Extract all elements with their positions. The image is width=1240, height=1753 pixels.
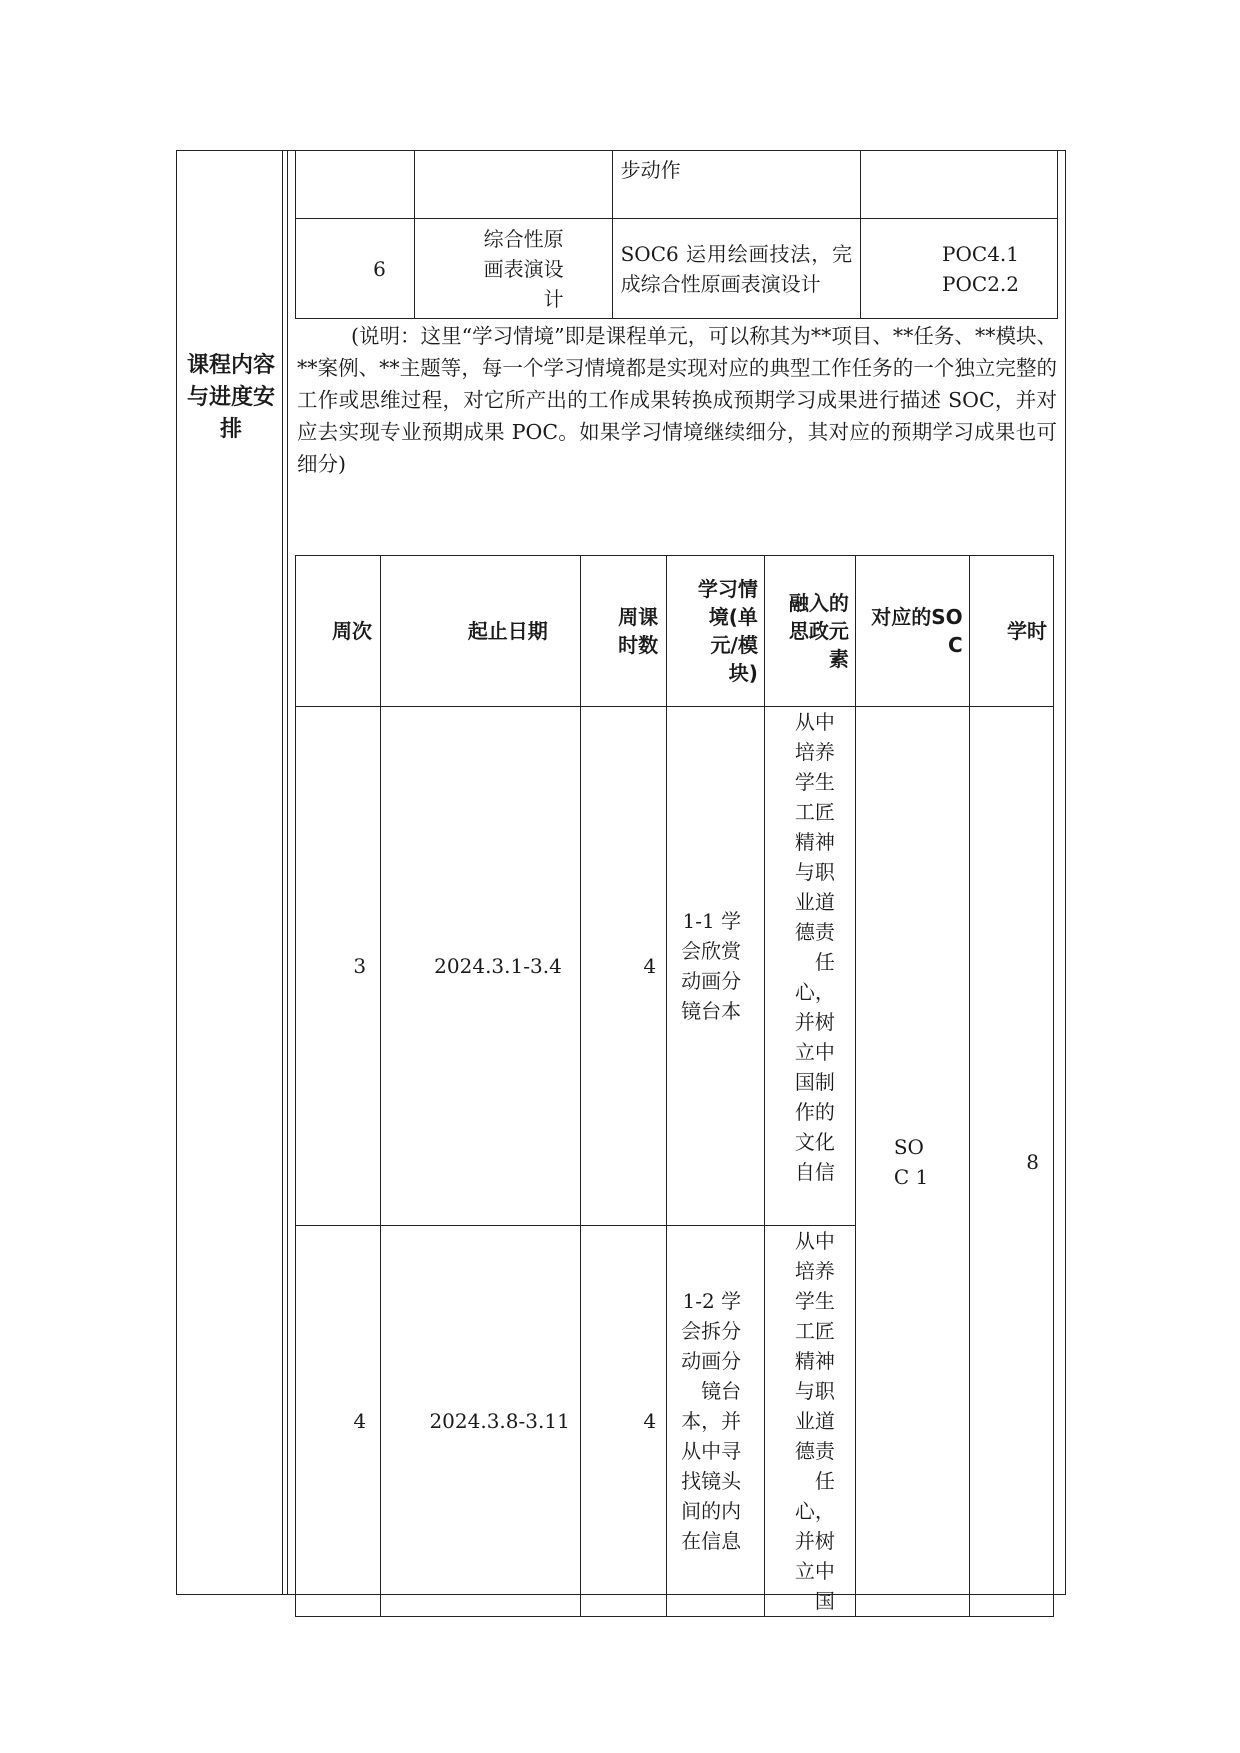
weekly-hours-cell: 4 (580, 707, 666, 1226)
note-text: (说明：这里“学习情境”即是课程单元，可以称其为**项目、**任务、**模块、**案例、**主题等，每一个学习情境都是实现对应的典型工作任务的一个独立完整的工作或思维过程，对它所产出的工作成果转换成预期学习成果进行描述 SOC，并对应去实现专业预期成果 POC。如果学习情境继续细分，其对应的预期学习成果也可细分) (297, 324, 1057, 476)
header-week: 周次 (296, 556, 381, 707)
week-cell: 4 (296, 1226, 381, 1617)
hours-merged-cell: 8 (969, 707, 1053, 1617)
row-number: 6 (296, 219, 415, 319)
header-situation: 学习情境(单元/模块) (667, 556, 765, 707)
poc-item: POC2.2 (942, 271, 1019, 296)
soc-merged-cell: SOC 1 (855, 707, 969, 1617)
week-cell: 3 (296, 707, 381, 1226)
date-range-cell: 2024.3.8-3.11 (381, 1226, 581, 1617)
situation-soc-continued: 步动作 (612, 151, 861, 219)
ideology-cell: 从中培养学生工匠精神与职业道德责任心，并树立中国制作的文化自信 (764, 707, 855, 1226)
weekly-hours-cell: 4 (580, 1226, 666, 1617)
schedule-table (295, 555, 1054, 1617)
situation-soc-table (295, 150, 1058, 319)
cell-empty (296, 151, 415, 219)
cell-empty (414, 151, 612, 219)
cell-empty (861, 151, 1058, 219)
ideology-cell: 从中培养学生工匠精神与职业道德责任心，并树立中国 (764, 1226, 855, 1617)
inner-divider (287, 150, 288, 1595)
header-weekly-hours: 周课时数 (580, 556, 666, 707)
header-soc: 对应的SOC (855, 556, 969, 707)
header-ideology: 融入的思政元素 (764, 556, 855, 707)
situation-cell: 1-1 学会欣赏动画分镜台本 (667, 707, 765, 1226)
date-range-cell: 2024.3.1-3.4 (381, 707, 581, 1226)
table-row (296, 707, 1054, 1226)
header-dates: 起止日期 (381, 556, 581, 707)
poc-item: POC4.1 (942, 241, 1019, 266)
situation-name: 综合性原画表演设计 (414, 219, 612, 319)
soc-description: SOC6 运用绘画技法，完成综合性原画表演设计 (612, 219, 861, 319)
poc-list (861, 219, 1058, 319)
section-label: 课程内容与进度安排 (186, 353, 275, 442)
header-hours: 学时 (969, 556, 1053, 707)
explanation-note (297, 320, 1057, 480)
situation-cell: 1-2 学会拆分动画分镜台本，并从中寻找镜头间的内在信息 (667, 1226, 765, 1617)
